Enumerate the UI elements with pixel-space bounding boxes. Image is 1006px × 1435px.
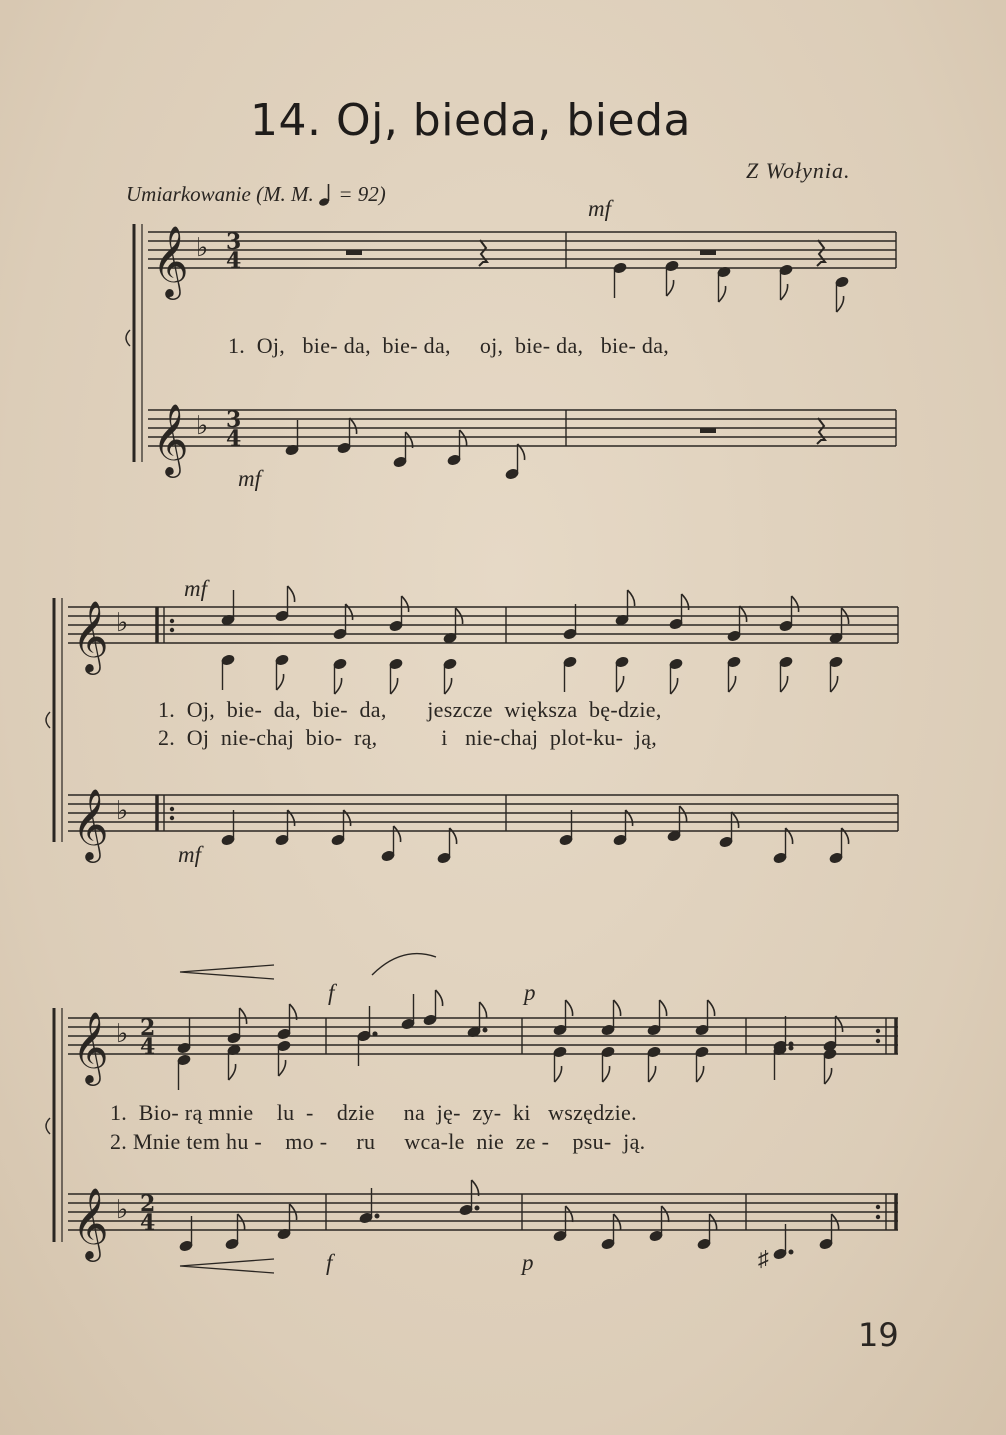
- note: [225, 1214, 245, 1250]
- note: [719, 812, 739, 848]
- note: [563, 656, 577, 692]
- note: [275, 654, 289, 690]
- note: [601, 1046, 615, 1082]
- note: [443, 658, 457, 694]
- treble-clef-icon: 𝄞: [72, 787, 109, 860]
- time-sig-bottom: 4: [140, 1034, 156, 1060]
- lyrics-line: 1. Bio- rą mnie lu - dzie na ję- zy- ki wszędzie.: [110, 1100, 637, 1125]
- note: [227, 1008, 247, 1044]
- note: [615, 590, 635, 626]
- treble-clef-icon: 𝄞: [72, 1010, 109, 1083]
- note: [559, 810, 573, 846]
- note: [695, 1046, 709, 1082]
- note: [697, 1214, 717, 1250]
- note: [829, 608, 849, 644]
- system-2-upper-staff: [68, 607, 898, 643]
- dynamic-marking: mf: [184, 576, 207, 601]
- time-sig-top: 3: [226, 229, 242, 255]
- note: [357, 1030, 377, 1066]
- dynamic-marking: mf: [238, 466, 261, 491]
- song-origin: Z Wołynia.: [746, 158, 851, 183]
- dynamic-marking: f: [328, 980, 335, 1005]
- note: [563, 604, 577, 640]
- note: [227, 1044, 241, 1080]
- time-sig-top: 2: [140, 1191, 156, 1217]
- note: [665, 260, 679, 296]
- note: [337, 418, 357, 454]
- note: [389, 596, 409, 632]
- treble-clef-icon: 𝄞: [72, 1186, 109, 1259]
- dynamic-marking: f: [326, 1250, 333, 1275]
- lyrics-line: 1. Oj, bie- da, bie- da, oj, bie- da, bie- da,: [228, 333, 670, 358]
- page-number: 19: [858, 1316, 899, 1354]
- note: [277, 1040, 291, 1076]
- note: [437, 828, 457, 864]
- note: [331, 810, 351, 846]
- note: [835, 276, 849, 312]
- note: [459, 1180, 479, 1216]
- flat-icon: ♭: [196, 233, 209, 263]
- note: [553, 1046, 567, 1082]
- time-sig-bottom: 4: [140, 1210, 156, 1236]
- dynamic-marking: p: [522, 1250, 534, 1275]
- note: [277, 1204, 297, 1240]
- note: [613, 262, 627, 298]
- note: [779, 596, 799, 632]
- note: [275, 810, 295, 846]
- lyrics-line: 2. Oj nie-chaj bio- rą, i nie-chaj plot-ku- ją,: [158, 725, 658, 750]
- note: [773, 828, 793, 864]
- note: [443, 608, 463, 644]
- note: [333, 658, 347, 694]
- song-title: 14. Oj, bieda, bieda: [250, 95, 691, 146]
- time-sig-bottom: 4: [226, 248, 242, 274]
- treble-clef-icon: 𝄞: [72, 599, 109, 672]
- note: [773, 1044, 793, 1080]
- time-sig-top: 2: [140, 1015, 156, 1041]
- note: [221, 590, 235, 626]
- lyrics-line: 1. Oj, bie- da, bie- da, jeszcze większa bę-dzie,: [158, 697, 662, 722]
- lyrics-line: 2. Mnie tem hu - mo - ru wca-le nie ze - psu- ją.: [110, 1129, 646, 1154]
- note: [779, 656, 793, 692]
- dynamic-marking: mf: [178, 842, 201, 867]
- flat-icon: ♭: [116, 796, 129, 826]
- note: [727, 656, 741, 692]
- note: [401, 994, 415, 1030]
- time-sig-top: 3: [226, 407, 242, 433]
- system-1-lower-staff: [148, 410, 896, 446]
- system-2-lower-staff: [68, 795, 898, 831]
- time-sig-bottom: 4: [226, 426, 242, 452]
- note: [829, 828, 849, 864]
- tempo-value: = 92): [338, 182, 386, 206]
- treble-clef-icon: 𝄞: [152, 224, 189, 297]
- note: [221, 810, 235, 846]
- note: [389, 658, 403, 694]
- note: [727, 606, 747, 642]
- note: [177, 1054, 191, 1090]
- dynamic-marking: p: [524, 980, 536, 1005]
- note: [647, 1046, 661, 1082]
- note: [613, 810, 633, 846]
- note: [615, 656, 629, 692]
- flat-icon: ♭: [116, 608, 129, 638]
- flat-icon: ♭: [116, 1195, 129, 1225]
- tempo-prefix: Umiarkowanie (M. M.: [126, 182, 314, 206]
- flat-icon: ♭: [196, 411, 209, 441]
- dynamic-marking: mf: [588, 196, 611, 221]
- flat-icon: ♭: [116, 1019, 129, 1049]
- system-3-lower-staff: [68, 1194, 898, 1230]
- note: [277, 1004, 297, 1040]
- note: [285, 420, 299, 456]
- note: [829, 656, 843, 692]
- note: [423, 990, 443, 1026]
- note: [823, 1016, 843, 1052]
- note: [467, 1002, 487, 1038]
- note: [447, 430, 467, 466]
- note: [823, 1048, 837, 1084]
- note: [819, 1214, 839, 1250]
- sharp-icon: ♯: [758, 1246, 769, 1271]
- treble-clef-icon: 𝄞: [152, 402, 189, 475]
- note: [505, 444, 525, 480]
- note: [717, 266, 731, 302]
- note: [601, 1214, 621, 1250]
- note: [221, 654, 235, 690]
- system-3-upper-staff: [68, 1018, 898, 1054]
- note: [779, 264, 793, 300]
- note: [667, 806, 687, 842]
- system-1-upper-staff: [148, 232, 896, 268]
- note: [669, 658, 683, 694]
